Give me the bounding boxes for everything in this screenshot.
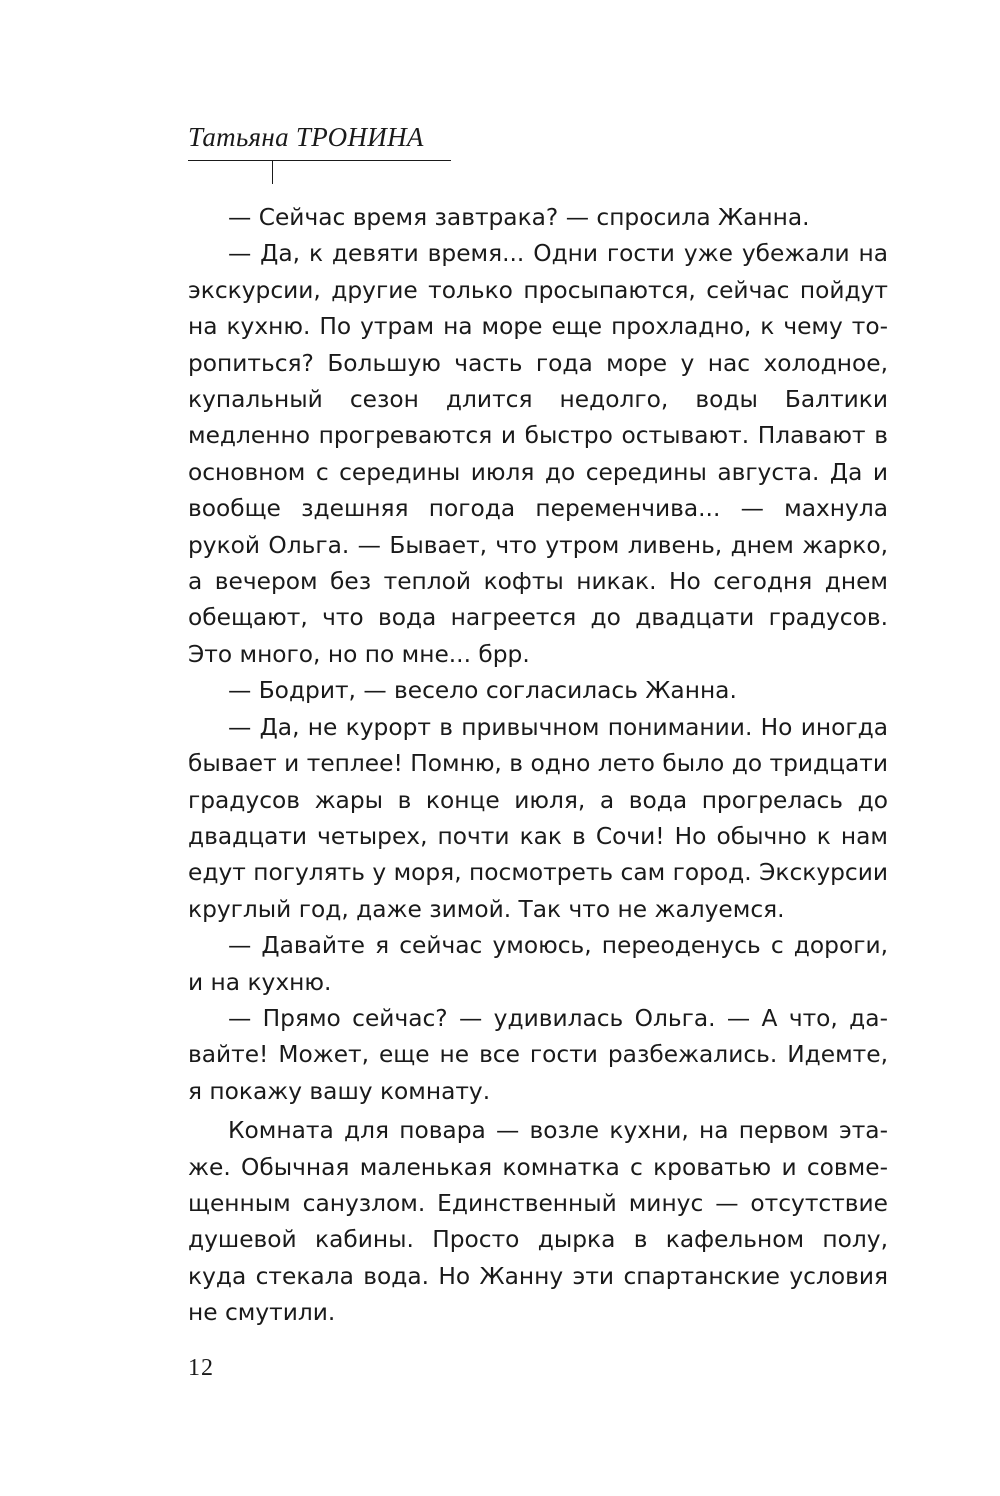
paragraph-2: — Да, к девяти время... Одни гости уже убежали на экскурсии, другие только просыпаются, сейчас пойдут на кухню. По утрам на море еще прохладно, к чему торопиться? Большую часть года море у нас холодное, купальный сезон длится недолго, воды Балтики медленно прогреваются и быстро остывают. Плавают в основном с середины июля до середины августа. Да и вообще здешняя погода переменчива... — махнула рукой Ольга. — Бывает, что утром ливень, днем жарко, а вечером без теплой кофты никак. Но сегодня днем обещают, что вода нагреется до двадцати градусов. Это много, но по мне... брр. bbox=[188, 240, 888, 668]
paragraph-4: — Да, не курорт в привычном понимании. Но иногда бывает и теплее! Помню, в одно лето было до тридцати градусов жары в конце июля, а вода прогрелась до двадцати четырех, почти как в Сочи! Но обычно к нам едут погулять у моря, посмотреть сам город. Экскурсии круглый год, даже зимой. Так что не жалуемся. bbox=[188, 713, 888, 923]
paragraph-5: — Давайте я сейчас умоюсь, переоденусь с дороги, и на кухню. bbox=[188, 932, 888, 996]
paragraph-3: — Бодрит, — весело согласилась Жанна. bbox=[228, 677, 737, 705]
header-rule bbox=[188, 160, 451, 161]
page-body bbox=[188, 200, 888, 1332]
paragraph-1: — Сейчас время завтрака? — спросила Жанна. bbox=[228, 204, 810, 231]
paragraph-7: Комната для повара — возле кухни, на первом этаже. Обычная маленькая комнатка с кроватью и совмещенным санузлом. Единственный минус — отсутствие душевой кабины. Просто дырка в кафельном полу, куда стекала вода. Но Жанну эти спартанские условия не смутили. bbox=[188, 1117, 888, 1327]
running-head-author: Татьяна ТРОНИНА bbox=[188, 122, 424, 152]
page-number: 12 bbox=[188, 1355, 214, 1381]
paragraph-6: — Прямо сейчас? — удивилась Ольга. — А что, давайте! Может, еще не все гости разбежались. Идемте, я покажу вашу комнату. bbox=[188, 1004, 888, 1105]
header-rule-tick bbox=[272, 160, 273, 184]
